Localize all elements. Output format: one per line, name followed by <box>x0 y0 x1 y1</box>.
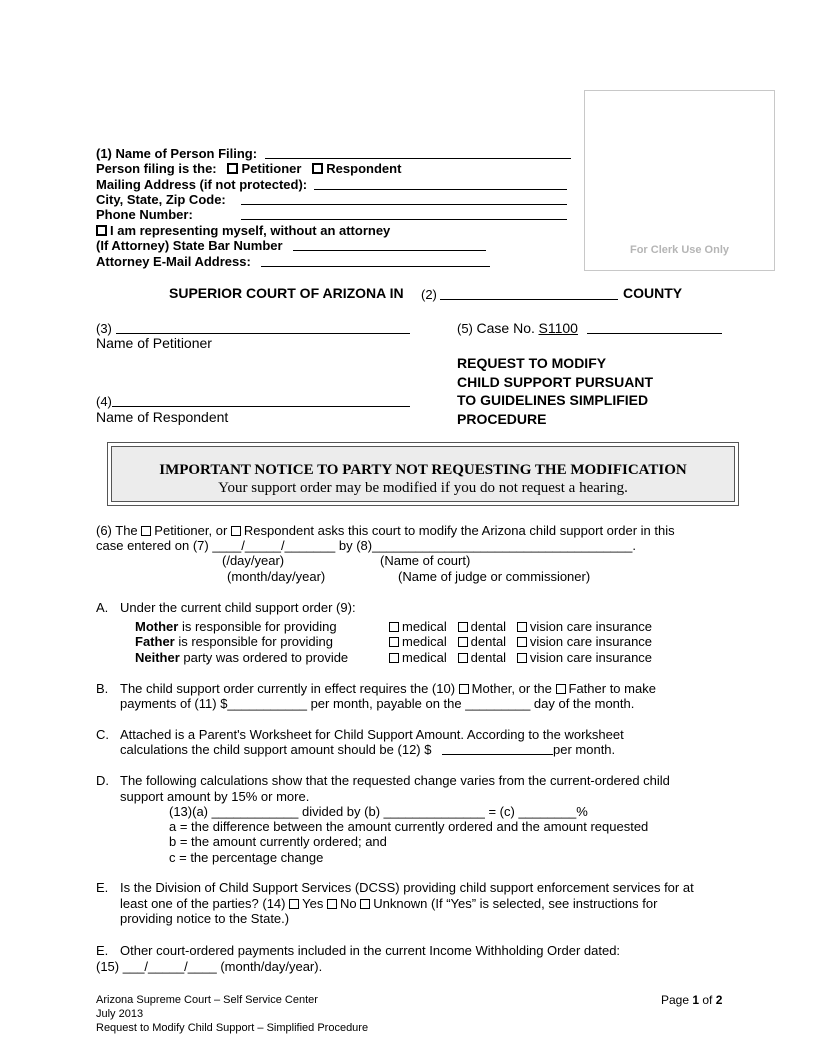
case-number-field-line <box>587 333 722 334</box>
self-rep-checkbox[interactable] <box>96 225 107 236</box>
date-hint-2: (month/day/year) <box>227 569 326 584</box>
section-b-line-2: payments of (11) $___________ per month, payable on the _________ day of the month. <box>120 696 635 711</box>
sA-insurance-mother <box>389 619 652 634</box>
bar-number-field[interactable] <box>293 250 486 251</box>
s6-text: (6) The <box>96 523 138 538</box>
title-line: CHILD SUPPORT PURSUANT <box>457 373 654 390</box>
row-party: Neither <box>135 650 180 665</box>
sA-insurance-father <box>389 634 652 649</box>
s6-petitioner-label: Petitioner, or <box>154 523 228 538</box>
respondent-label: Respondent <box>326 161 402 176</box>
section-e2-letter: E. <box>96 943 109 958</box>
petitioner-number: (3) <box>96 321 112 336</box>
medical-label: medical <box>402 634 447 649</box>
footer-form-name: Request to Modify Child Support – Simplified Procedure <box>96 1022 369 1034</box>
date-hint-1: (/day/year) <box>222 553 285 568</box>
notice-title: IMPORTANT NOTICE TO PARTY NOT REQUESTING THE MODIFICATION <box>159 462 687 478</box>
vision-checkbox[interactable] <box>517 653 527 663</box>
section-6-line-2: case entered on (7) ____/_____/_______ by (8)____________________________________. <box>96 538 636 553</box>
section-d-line-1: The following calculations show that the requested change varies from the current-ordered child <box>120 773 670 788</box>
section-c-line-1: Attached is a Parent's Worksheet for Child Support Amount. According to the worksheet <box>120 727 624 742</box>
calc-def-c: c = the percentage change <box>169 850 324 865</box>
footer-left <box>96 993 368 1035</box>
county-field[interactable] <box>440 299 618 300</box>
dental-label: dental <box>470 634 507 649</box>
section-a-text: Under the current child support order (9): <box>120 600 356 615</box>
petitioner-name-label: Name of Petitioner <box>96 335 212 351</box>
section-e-line-1: Is the Division of Child Support Services (DCSS) providing child support enforcement services for at <box>120 880 694 895</box>
sA-insurance-neither <box>389 650 652 665</box>
s6-respondent-label: Respondent asks this court to modify the Arizona child support order in this <box>243 523 675 538</box>
page-label: Page <box>661 993 693 1007</box>
section-a-letter: A. <box>96 600 109 615</box>
section-b-line-1 <box>120 681 656 696</box>
respondent-checkbox[interactable] <box>312 163 323 174</box>
vision-checkbox[interactable] <box>517 637 527 647</box>
petitioner-label: Petitioner <box>241 161 302 176</box>
respondent-number: (4) <box>96 394 112 409</box>
row-party: Mother <box>135 619 179 634</box>
vision-label: vision care insurance <box>529 634 653 649</box>
page-number <box>661 993 722 1007</box>
medical-checkbox[interactable] <box>389 637 399 647</box>
calc-def-b: b = the amount currently ordered; and <box>169 834 387 849</box>
phone-number-label: Phone Number: <box>96 207 193 222</box>
attorney-email-label: Attorney E-Mail Address: <box>96 254 251 269</box>
self-rep-label: I am representing myself, without an attorney <box>110 223 391 238</box>
sB-mother-label: Mother, or the <box>471 681 552 696</box>
dental-checkbox[interactable] <box>458 622 468 632</box>
support-amount-field[interactable] <box>442 754 553 755</box>
footer-org: Arizona Supreme Court – Self Service Center <box>96 994 318 1006</box>
dcss-no-checkbox[interactable] <box>327 899 337 909</box>
s6-respondent-checkbox[interactable] <box>231 526 241 536</box>
section-d-letter: D. <box>96 773 109 788</box>
row-text: is responsible for providing <box>174 634 333 649</box>
document-title <box>457 354 653 428</box>
section-c-line-2a: calculations the child support amount should be (12) $ <box>120 742 432 757</box>
clerk-use-box <box>584 90 775 271</box>
filing-role-row <box>96 161 401 176</box>
sE-text: least one of the parties? (14) <box>120 896 286 911</box>
sA-row-mother <box>135 619 337 634</box>
s6-petitioner-checkbox[interactable] <box>141 526 151 536</box>
case-item-number: (5) <box>457 321 473 336</box>
sA-row-neither <box>135 650 348 665</box>
city-state-zip-field[interactable] <box>241 204 567 205</box>
vision-checkbox[interactable] <box>517 622 527 632</box>
section-c-letter: C. <box>96 727 109 742</box>
title-line: REQUEST TO MODIFY <box>457 355 607 371</box>
row-text: is responsible for providing <box>178 619 337 634</box>
important-notice-box <box>107 442 739 506</box>
calc-formula: (13)(a) ____________ divided by (b) ______________ = (c) ________% <box>169 804 588 819</box>
vision-label: vision care insurance <box>529 619 653 634</box>
section-b-letter: B. <box>96 681 109 696</box>
page-total: 2 <box>715 993 723 1007</box>
filing-role-label: Person filing is the: <box>96 161 217 176</box>
title-line: TO GUIDELINES SIMPLIFIED <box>457 392 649 408</box>
medical-checkbox[interactable] <box>389 653 399 663</box>
petitioner-checkbox[interactable] <box>227 163 238 174</box>
section-e-letter: E. <box>96 880 109 895</box>
sB-text: The child support order currently in effect requires the (10) <box>120 681 456 696</box>
page-of: of <box>699 993 716 1007</box>
section-d-line-2: support amount by 15% or more. <box>120 789 310 804</box>
unknown-label: Unknown (If “Yes” is selected, see instructions for <box>373 896 658 911</box>
court-county-label: COUNTY <box>623 285 683 301</box>
case-number-value[interactable]: S1100 <box>538 320 578 336</box>
sB-father-label: Father to make <box>568 681 656 696</box>
court-hint: (Name of court) <box>380 553 471 568</box>
attorney-email-field[interactable] <box>261 266 490 267</box>
section-c-line-2b: per month. <box>553 742 616 757</box>
dental-checkbox[interactable] <box>458 637 468 647</box>
case-number-label: Case No. <box>476 320 535 336</box>
notice-subtitle: Your support order may be modified if you do not request a hearing. <box>218 480 628 496</box>
vision-label: vision care insurance <box>529 650 653 665</box>
dental-label: dental <box>470 619 507 634</box>
bar-number-label: (If Attorney) State Bar Number <box>96 238 283 253</box>
respondent-name-field[interactable] <box>112 406 410 407</box>
dental-label: dental <box>470 650 507 665</box>
clerk-use-label: For Clerk Use Only <box>629 244 730 256</box>
name-filing-field[interactable] <box>265 158 571 159</box>
medical-label: medical <box>402 619 447 634</box>
section-e2-line-2: (15) ___/_____/____ (month/day/year). <box>96 959 323 974</box>
dental-checkbox[interactable] <box>458 653 468 663</box>
self-rep-row <box>96 223 390 238</box>
no-label: No <box>339 896 357 911</box>
sB-father-checkbox[interactable] <box>556 684 566 694</box>
dcss-yes-checkbox[interactable] <box>289 899 299 909</box>
section-6-line-1 <box>96 523 675 538</box>
sB-mother-checkbox[interactable] <box>459 684 469 694</box>
judge-hint: (Name of judge or commissioner) <box>398 569 591 584</box>
medical-checkbox[interactable] <box>389 622 399 632</box>
section-e-line-2 <box>120 896 657 911</box>
row-party: Father <box>135 634 175 649</box>
name-filing-label: (1) Name of Person Filing: <box>96 146 258 161</box>
footer-date: July 2013 <box>96 1008 144 1020</box>
dcss-unknown-checkbox[interactable] <box>360 899 370 909</box>
phone-number-field[interactable] <box>241 219 567 220</box>
page-current: 1 <box>692 993 700 1007</box>
calc-def-a: a = the difference between the amount currently ordered and the amount requested <box>169 819 649 834</box>
row-text: party was ordered to provide <box>179 650 349 665</box>
court-name-prefix: SUPERIOR COURT OF ARIZONA IN <box>169 285 404 301</box>
case-number-row <box>457 321 578 336</box>
mailing-address-field[interactable] <box>314 189 567 190</box>
medical-label: medical <box>402 650 447 665</box>
petitioner-name-field[interactable] <box>116 333 410 334</box>
sA-row-father <box>135 634 333 649</box>
section-e2-line-1: Other court-ordered payments included in the current Income Withholding Order dated: <box>120 943 621 958</box>
court-item-number: (2) <box>421 287 437 302</box>
section-e-line-3: providing notice to the State.) <box>120 911 290 926</box>
respondent-name-label: Name of Respondent <box>96 409 229 425</box>
title-line: PROCEDURE <box>457 410 547 427</box>
mailing-address-label: Mailing Address (if not protected): <box>96 177 308 192</box>
city-state-zip-label: City, State, Zip Code: <box>96 192 226 207</box>
yes-label: Yes <box>302 896 324 911</box>
